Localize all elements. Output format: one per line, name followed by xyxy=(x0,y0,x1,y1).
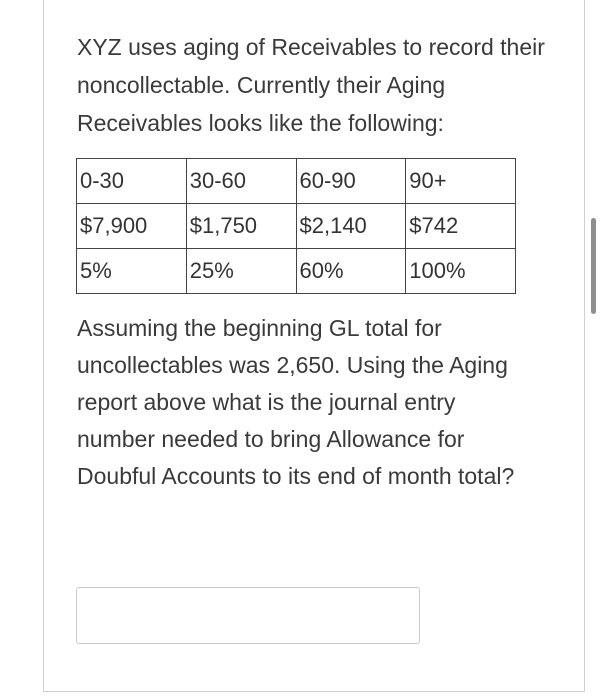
scrollbar-thumb[interactable] xyxy=(591,218,596,314)
question-intro-text: XYZ uses aging of Receivables to record their noncollectable. Currently their Aging Receivables looks like the following: xyxy=(77,34,545,136)
bucket-90-plus: 90+ xyxy=(406,159,516,204)
percent-30-60: 25% xyxy=(186,249,296,294)
table-row-amounts xyxy=(77,204,516,249)
percent-60-90: 60% xyxy=(296,249,406,294)
percent-90-plus: 100% xyxy=(406,249,516,294)
bucket-60-90: 60-90 xyxy=(296,159,406,204)
bucket-0-30: 0-30 xyxy=(77,159,187,204)
amount-60-90: $2,140 xyxy=(296,204,406,249)
answer-input[interactable] xyxy=(76,587,420,644)
question-body-text: Assuming the beginning GL total for uncollectables was 2,650. Using the Aging report above what is the journal entry number needed to bring Allowance for Doubful Accounts to its end of month total? xyxy=(77,315,515,489)
bucket-30-60: 30-60 xyxy=(186,159,296,204)
table-row-buckets xyxy=(77,159,516,204)
amount-90-plus: $742 xyxy=(406,204,516,249)
amount-0-30: $7,900 xyxy=(77,204,187,249)
percent-0-30: 5% xyxy=(77,249,187,294)
aging-receivables-table xyxy=(76,158,516,294)
amount-30-60: $1,750 xyxy=(186,204,296,249)
table-row-percents xyxy=(77,249,516,294)
